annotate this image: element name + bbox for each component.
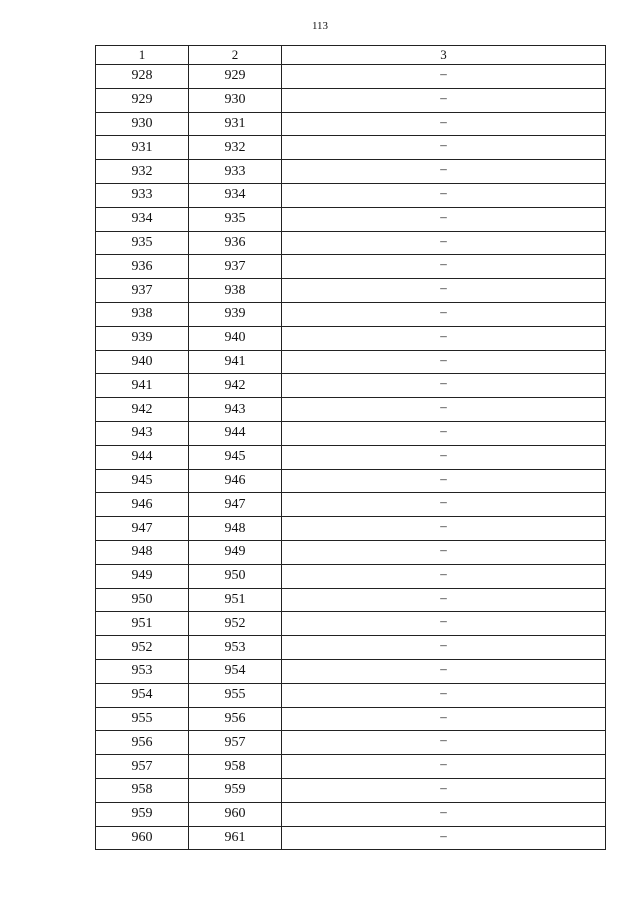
table-row	[96, 302, 606, 326]
table-cell-col-1: 959	[96, 802, 189, 826]
table-cell-col-1: 948	[96, 540, 189, 564]
table-header	[96, 46, 606, 65]
table-cell-col-3: –	[282, 279, 606, 303]
table-cell-col-3: –	[282, 826, 606, 850]
table-cell-col-3: –	[282, 231, 606, 255]
table-cell-col-2: 932	[189, 136, 282, 160]
table-row	[96, 136, 606, 160]
table-cell-col-2: 934	[189, 183, 282, 207]
table-cell-col-2: 954	[189, 659, 282, 683]
table-row	[96, 636, 606, 660]
table-cell-col-1: 947	[96, 517, 189, 541]
table-row	[96, 279, 606, 303]
table-cell-col-1: 954	[96, 683, 189, 707]
table-cell-col-3: –	[282, 160, 606, 184]
table-cell-col-3: –	[282, 255, 606, 279]
table-row	[96, 445, 606, 469]
table-cell-col-1: 953	[96, 659, 189, 683]
table-cell-col-2: 951	[189, 588, 282, 612]
table-cell-col-2: 933	[189, 160, 282, 184]
table-row	[96, 231, 606, 255]
table-cell-col-3: –	[282, 588, 606, 612]
table-row	[96, 731, 606, 755]
table-cell-col-2: 931	[189, 112, 282, 136]
table-row	[96, 778, 606, 802]
table-cell-col-3: –	[282, 302, 606, 326]
table-cell-col-1: 932	[96, 160, 189, 184]
table-cell-col-1: 956	[96, 731, 189, 755]
table-cell-col-3: –	[282, 564, 606, 588]
table-cell-col-3: –	[282, 326, 606, 350]
table-cell-col-1: 942	[96, 398, 189, 422]
table-row	[96, 517, 606, 541]
table-cell-col-2: 961	[189, 826, 282, 850]
table-cell-col-3: –	[282, 683, 606, 707]
table-cell-col-2: 957	[189, 731, 282, 755]
table-cell-col-1: 936	[96, 255, 189, 279]
column-header-2: 2	[189, 46, 282, 65]
table-cell-col-3: –	[282, 540, 606, 564]
header-row	[96, 46, 606, 65]
table-cell-col-1: 949	[96, 564, 189, 588]
table-cell-col-1: 955	[96, 707, 189, 731]
table-cell-col-2: 948	[189, 517, 282, 541]
table-cell-col-3: –	[282, 421, 606, 445]
table-cell-col-1: 937	[96, 279, 189, 303]
table-cell-col-3: –	[282, 707, 606, 731]
table-row	[96, 588, 606, 612]
table-cell-col-2: 935	[189, 207, 282, 231]
table-cell-col-2: 937	[189, 255, 282, 279]
table-cell-col-1: 960	[96, 826, 189, 850]
table-row	[96, 207, 606, 231]
table-cell-col-3: –	[282, 636, 606, 660]
table-cell-col-2: 949	[189, 540, 282, 564]
table-cell-col-2: 945	[189, 445, 282, 469]
table-body	[96, 65, 606, 850]
table-cell-col-2: 953	[189, 636, 282, 660]
table-cell-col-2: 938	[189, 279, 282, 303]
table-cell-col-1: 939	[96, 326, 189, 350]
table-row	[96, 612, 606, 636]
table-row	[96, 564, 606, 588]
table-row	[96, 112, 606, 136]
table-row	[96, 659, 606, 683]
table-cell-col-3: –	[282, 374, 606, 398]
table-cell-col-1: 945	[96, 469, 189, 493]
table-row	[96, 421, 606, 445]
table-row	[96, 707, 606, 731]
table-row	[96, 183, 606, 207]
table-cell-col-3: –	[282, 659, 606, 683]
table-cell-col-3: –	[282, 65, 606, 89]
table-cell-col-1: 930	[96, 112, 189, 136]
table-row	[96, 88, 606, 112]
table-cell-col-2: 930	[189, 88, 282, 112]
table-cell-col-3: –	[282, 398, 606, 422]
table-row	[96, 802, 606, 826]
table-cell-col-3: –	[282, 350, 606, 374]
table-row	[96, 350, 606, 374]
table-row	[96, 755, 606, 779]
table-cell-col-3: –	[282, 88, 606, 112]
column-header-1: 1	[96, 46, 189, 65]
table-cell-col-2: 960	[189, 802, 282, 826]
table-row	[96, 398, 606, 422]
column-header-3: 3	[282, 46, 606, 65]
table-cell-col-2: 947	[189, 493, 282, 517]
table-cell-col-2: 955	[189, 683, 282, 707]
table-cell-col-1: 928	[96, 65, 189, 89]
table-cell-col-2: 943	[189, 398, 282, 422]
table-cell-col-3: –	[282, 183, 606, 207]
table-row	[96, 255, 606, 279]
table-cell-col-2: 959	[189, 778, 282, 802]
table-cell-col-3: –	[282, 802, 606, 826]
table-row	[96, 374, 606, 398]
table-cell-col-2: 936	[189, 231, 282, 255]
table-cell-col-3: –	[282, 207, 606, 231]
table-row	[96, 326, 606, 350]
table-cell-col-3: –	[282, 755, 606, 779]
table-row	[96, 469, 606, 493]
table-cell-col-3: –	[282, 731, 606, 755]
table-cell-col-3: –	[282, 445, 606, 469]
table-row	[96, 540, 606, 564]
table-row	[96, 826, 606, 850]
table-row	[96, 160, 606, 184]
data-table	[95, 45, 606, 850]
table-cell-col-1: 941	[96, 374, 189, 398]
table-cell-col-1: 933	[96, 183, 189, 207]
table-cell-col-1: 938	[96, 302, 189, 326]
table-cell-col-1: 957	[96, 755, 189, 779]
table-row	[96, 683, 606, 707]
table-cell-col-1: 951	[96, 612, 189, 636]
table-row	[96, 493, 606, 517]
table-cell-col-1: 934	[96, 207, 189, 231]
table-cell-col-2: 941	[189, 350, 282, 374]
table-cell-col-1: 940	[96, 350, 189, 374]
table-cell-col-2: 958	[189, 755, 282, 779]
table-cell-col-2: 944	[189, 421, 282, 445]
table-cell-col-1: 958	[96, 778, 189, 802]
table-cell-col-3: –	[282, 778, 606, 802]
table-cell-col-3: –	[282, 493, 606, 517]
table-cell-col-1: 944	[96, 445, 189, 469]
table-cell-col-3: –	[282, 612, 606, 636]
table-cell-col-1: 952	[96, 636, 189, 660]
table-cell-col-2: 940	[189, 326, 282, 350]
table-cell-col-1: 950	[96, 588, 189, 612]
table-cell-col-1: 931	[96, 136, 189, 160]
table-cell-col-3: –	[282, 469, 606, 493]
table-cell-col-2: 942	[189, 374, 282, 398]
page-number: 113	[311, 20, 329, 32]
table-cell-col-2: 952	[189, 612, 282, 636]
table-cell-col-1: 929	[96, 88, 189, 112]
table-cell-col-3: –	[282, 517, 606, 541]
table-cell-col-3: –	[282, 112, 606, 136]
table-cell-col-2: 929	[189, 65, 282, 89]
table-cell-col-1: 946	[96, 493, 189, 517]
table-row	[96, 65, 606, 89]
table-cell-col-2: 946	[189, 469, 282, 493]
table-cell-col-1: 935	[96, 231, 189, 255]
table-cell-col-3: –	[282, 136, 606, 160]
table-cell-col-1: 943	[96, 421, 189, 445]
table-cell-col-2: 939	[189, 302, 282, 326]
table-cell-col-2: 956	[189, 707, 282, 731]
table-cell-col-2: 950	[189, 564, 282, 588]
